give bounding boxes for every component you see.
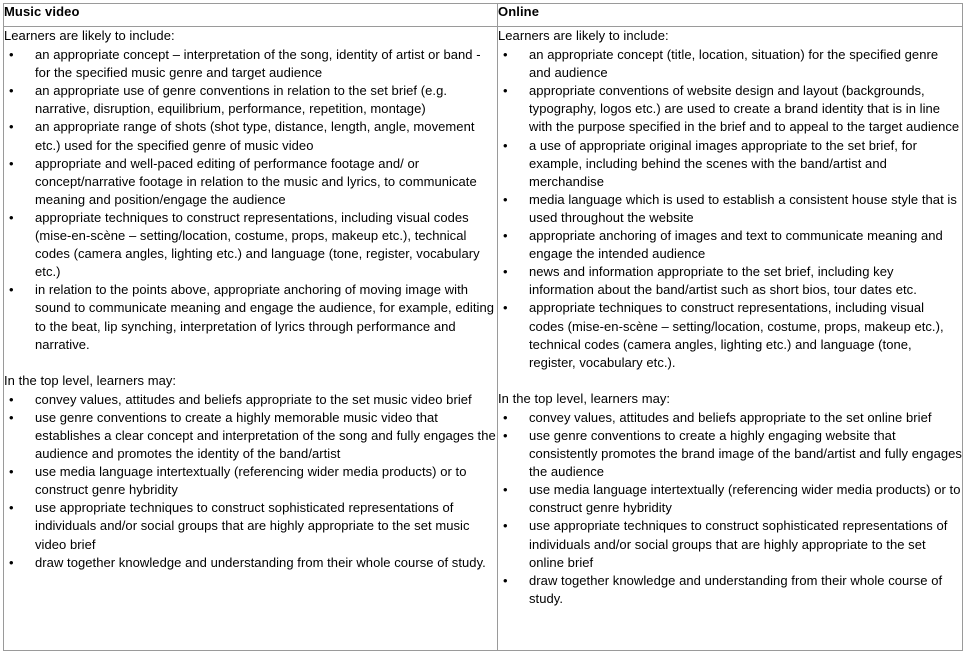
- list-item-text: appropriate techniques to construct representations, including visual codes (mise-en-scène – setting/location, costume, props, makeup etc.), technical codes (camera angles, lighting etc.) and language (tone, register, vocabulary etc.).: [529, 300, 944, 370]
- bullet-icon: •: [9, 119, 14, 135]
- column-header-music-video: Music video: [4, 4, 498, 27]
- column-header-online: Online: [498, 4, 963, 27]
- list-item: [4, 209, 497, 281]
- list-item: [498, 427, 962, 481]
- list-item-text: use media language intertextually (referencing wider media products) or to construct genre hybridity: [529, 482, 961, 516]
- paragraph-spacer: [498, 372, 962, 390]
- list-item: [4, 155, 497, 209]
- bullet-icon: •: [503, 191, 508, 207]
- list-item: [4, 391, 497, 409]
- list-item: [498, 227, 962, 263]
- bullet-icon: •: [503, 47, 508, 63]
- bullet-icon: •: [503, 300, 508, 316]
- list-item-text: convey values, attitudes and beliefs appropriate to the set music video brief: [35, 391, 472, 407]
- list-item-text: media language which is used to establish a consistent house style that is used throughout the website: [529, 191, 957, 225]
- likely-list-music-video: [4, 46, 497, 354]
- list-item: [4, 499, 497, 553]
- list-item-text: appropriate and well-paced editing of performance footage and/ or concept/narrative footage in relation to the music and lyrics, to communicate meaning and position/engage the audience: [35, 155, 477, 207]
- paragraph-spacer: [4, 354, 497, 372]
- bullet-icon: •: [9, 554, 14, 570]
- bullet-icon: •: [503, 409, 508, 425]
- bullet-icon: •: [9, 464, 14, 480]
- list-item-text: in relation to the points above, appropriate anchoring of moving image with sound to communicate meaning and engage the audience, for example, editing to the beat, lip synching, interpretation of lyrics through performance and narrative.: [35, 282, 495, 352]
- list-item: [498, 191, 962, 227]
- list-item: [4, 409, 497, 463]
- list-item-text: draw together knowledge and understanding from their whole course of study.: [529, 572, 943, 606]
- bullet-icon: •: [9, 500, 14, 516]
- bullet-icon: •: [503, 83, 508, 99]
- list-item: [4, 463, 497, 499]
- likely-list-online: [498, 46, 962, 372]
- bullet-icon: •: [9, 47, 14, 63]
- bullet-icon: •: [503, 482, 508, 498]
- list-item-text: use appropriate techniques to construct sophisticated representations of individuals and/or social groups that are highly appropriate to the set online brief: [529, 518, 948, 570]
- list-item: [498, 409, 962, 427]
- list-item-text: use genre conventions to create a highly engaging website that consistently promotes the brand image of the band/artist and fully engages the audience: [529, 427, 962, 480]
- list-item-text: appropriate techniques to construct representations, including visual codes (mise-en-scène – setting/location, costume, props, makeup etc.), technical codes (camera angles, lighting etc.) and language (tone, register, vocabulary etc.): [35, 209, 480, 280]
- bullet-icon: •: [503, 572, 508, 588]
- bullet-icon: •: [9, 391, 14, 407]
- list-item-text: use media language intertextually (referencing wider media products) or to construct genre hybridity: [35, 464, 467, 498]
- bullet-icon: •: [9, 209, 14, 225]
- list-item: [4, 554, 497, 572]
- list-item: [4, 281, 497, 353]
- list-item: [4, 118, 497, 154]
- list-item: [498, 46, 962, 82]
- criteria-cell-music-video: [4, 27, 498, 651]
- top-level-list-music-video: [4, 391, 497, 572]
- top-level-list-online: [498, 409, 962, 608]
- bullet-icon: •: [503, 518, 508, 534]
- list-item-text: an appropriate concept – interpretation of the song, identity of artist or band - for the specified music genre and target audience: [35, 47, 481, 81]
- list-item-text: convey values, attitudes and beliefs appropriate to the set online brief: [529, 409, 932, 425]
- list-item-text: appropriate conventions of website design and layout (backgrounds, typography, logos etc.) are used to create a brand identity that is in line with the purpose specified in the brief and to appeal to the target audience: [529, 83, 960, 135]
- list-item-text: use genre conventions to create a highly memorable music video that establishes a clear concept and interpretation of the song and fully engages the audience and promotes the identity of the band/artist: [35, 409, 496, 462]
- bullet-icon: •: [503, 137, 508, 153]
- list-item: [498, 572, 962, 608]
- criteria-content-music-video: [4, 27, 497, 572]
- list-item: [4, 82, 497, 118]
- list-item-text: use appropriate techniques to construct sophisticated representations of individuals and/or social groups that are highly appropriate to the set music video brief: [35, 500, 470, 552]
- list-item: [4, 46, 497, 82]
- list-item: [498, 517, 962, 571]
- table-header-row-group: [4, 4, 963, 27]
- bullet-icon: •: [503, 228, 508, 244]
- intro-top-level-music-video: In the top level, learners may:: [4, 372, 177, 388]
- criteria-content-online: [498, 27, 962, 608]
- table-row: [4, 27, 963, 651]
- table-body: [4, 27, 963, 651]
- intro-likely-music-video: Learners are likely to include:: [4, 28, 175, 43]
- assessment-criteria-table: [3, 3, 963, 651]
- bullet-icon: •: [9, 155, 14, 171]
- table-header-row: [4, 4, 963, 27]
- bullet-icon: •: [9, 282, 14, 298]
- list-item: [498, 263, 962, 299]
- intro-likely-online: Learners are likely to include:: [498, 28, 669, 43]
- list-item-text: appropriate anchoring of images and text to communicate meaning and engage the intended audience: [529, 228, 943, 262]
- list-item-text: a use of appropriate original images appropriate to the set brief, for example, including behind the scenes with the band/artist and merchandise: [529, 137, 917, 189]
- bullet-icon: •: [503, 264, 508, 280]
- list-item-text: news and information appropriate to the set brief, including key information about the band/artist such as short bios, tour dates etc.: [529, 264, 917, 298]
- bullet-icon: •: [9, 83, 14, 99]
- list-item-text: an appropriate use of genre conventions in relation to the set brief (e.g. narrative, disruption, equilibrium, performance, repetition, montage): [35, 83, 448, 117]
- list-item: [498, 299, 962, 371]
- list-item: [498, 137, 962, 191]
- bullet-icon: •: [503, 427, 508, 443]
- intro-top-level-online: In the top level, learners may:: [498, 390, 671, 406]
- criteria-cell-online: [498, 27, 963, 651]
- list-item-text: draw together knowledge and understanding from their whole course of study.: [35, 554, 486, 570]
- bullet-icon: •: [9, 409, 14, 425]
- list-item-text: an appropriate concept (title, location, situation) for the specified genre and audience: [529, 47, 939, 81]
- list-item-text: an appropriate range of shots (shot type, distance, length, angle, movement etc.) used for the specified genre of music video: [35, 119, 475, 153]
- list-item: [498, 82, 962, 136]
- list-item: [498, 481, 962, 517]
